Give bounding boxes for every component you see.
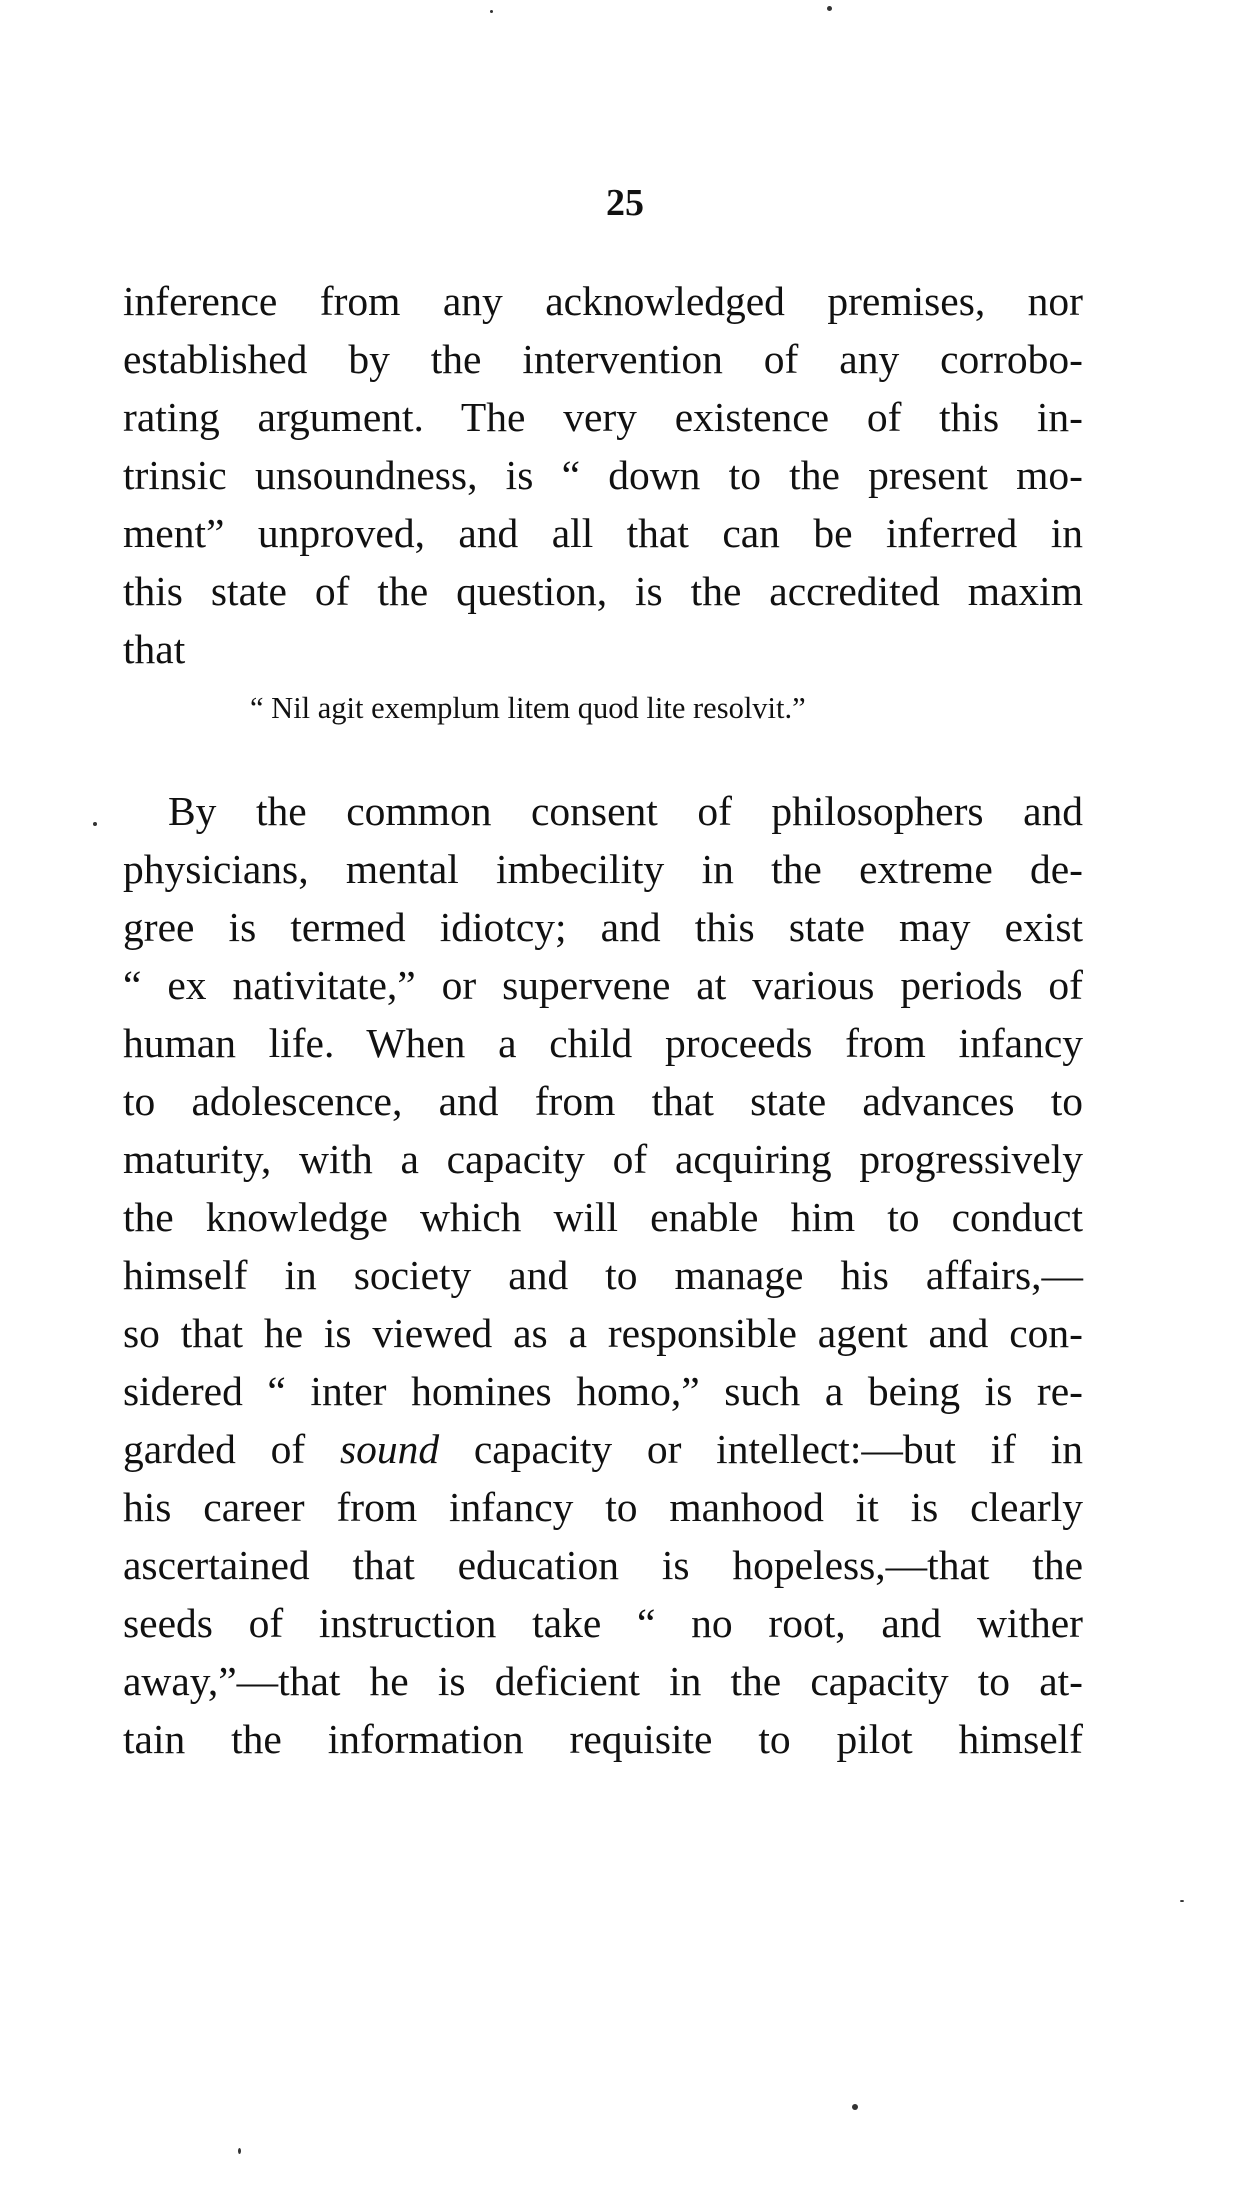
text-line: ment” unproved, and all that can be inferred in [123,510,1083,556]
text-line: established by the intervention of any corrobo- [123,336,1083,382]
scan-speck [852,2104,858,2110]
text-line: rating argument. The very existence of this in- [123,394,1083,440]
text-span: garded of [123,1426,306,1472]
latin-quotation: “ Nil agit exemplum litem quod lite resolvit.” [250,691,806,725]
text-line: physicians, mental imbecility in the extreme de- [123,846,1083,892]
page-number: 25 [606,182,644,224]
scan-speck [490,10,493,13]
text-line: maturity, with a capacity of acquiring progressively [123,1136,1083,1182]
text-line: trinsic unsoundness, is “ down to the present mo- [123,452,1083,498]
text-line: human life. When a child proceeds from infancy [123,1020,1083,1066]
text-line: tain the information requisite to pilot himself [123,1716,1083,1762]
text-line: to adolescence, and from that state advances to [123,1078,1083,1124]
text-line: By the common consent of philosophers and [168,788,1083,834]
text-line: this state of the question, is the accredited maxim [123,568,1083,614]
text-line: seeds of instruction take “ no root, and wither [123,1600,1083,1646]
scan-speck [1180,1900,1184,1902]
text-line: himself in society and to manage his affairs,— [123,1252,1083,1298]
scan-speck [93,822,97,826]
text-span: capacity or intellect:—but if in [473,1426,1084,1472]
text-line-with-emphasis [123,1424,1083,1474]
text-line: so that he is viewed as a responsible agent and con- [123,1310,1083,1356]
text-line: the knowledge which will enable him to conduct [123,1194,1083,1240]
scan-speck [827,6,832,11]
text-line: ascertained that education is hopeless,—that the [123,1542,1083,1588]
text-line: away,”—that he is deficient in the capacity to at- [123,1658,1083,1704]
text-line: that [123,626,186,672]
text-line: his career from infancy to manhood it is clearly [123,1484,1083,1530]
text-line: “ ex nativitate,” or supervene at various periods of [123,962,1083,1008]
text-line: sidered “ inter homines homo,” such a being is re- [123,1368,1083,1414]
text-line: inference from any acknowledged premises, nor [123,278,1083,324]
emphasized-word: sound [339,1426,440,1472]
text-line: gree is termed idiotcy; and this state may exist [123,904,1083,950]
scan-speck [238,2148,241,2154]
